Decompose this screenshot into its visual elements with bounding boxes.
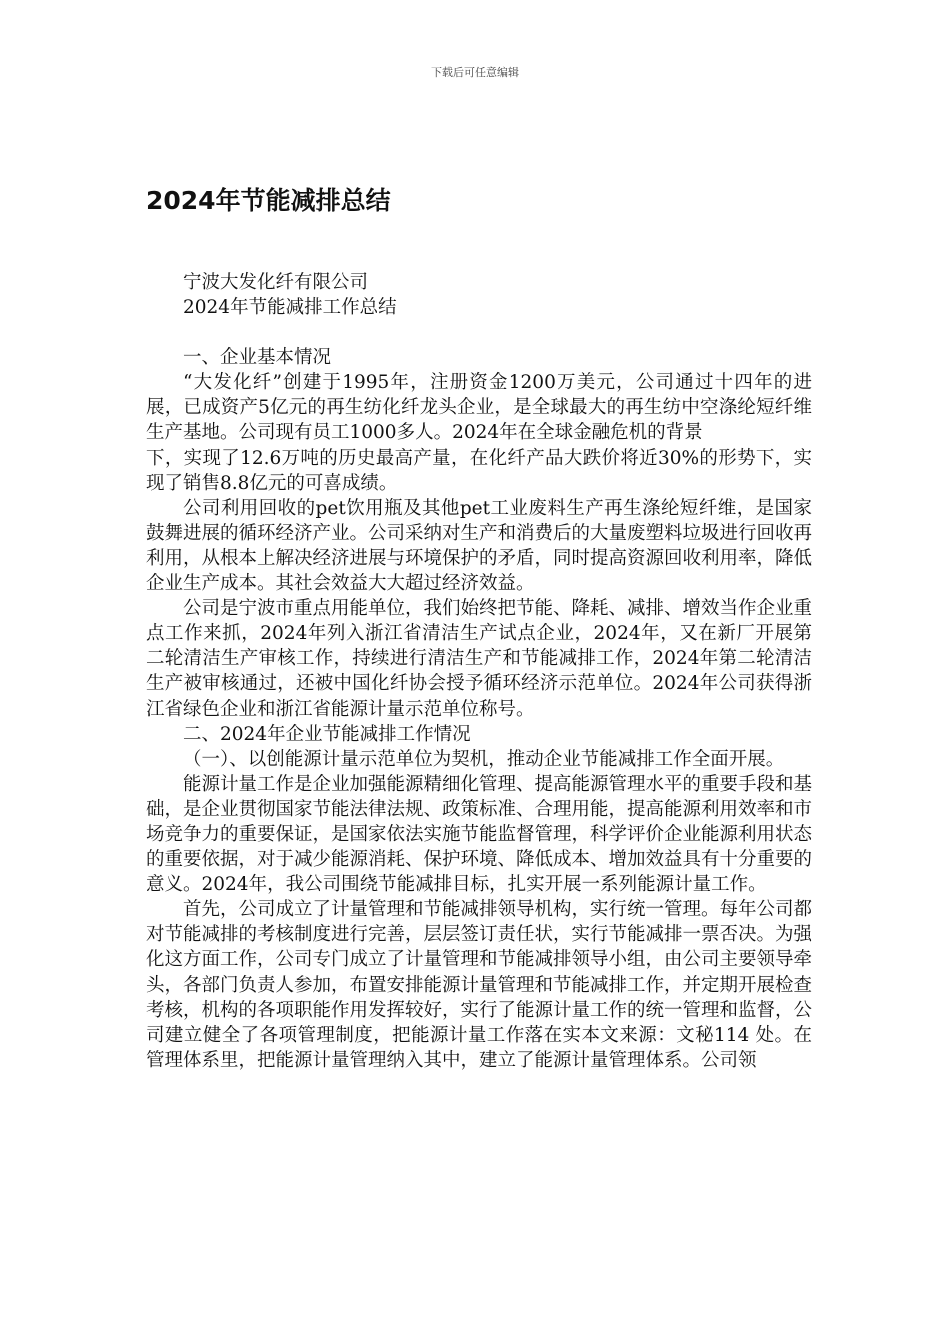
paragraph: “大发化纤”创建于1995年，注册资金1200万美元，公司通过十四年的进展，已成资产5亿元的再生纺化纤龙头企业，是全球最大的再生纺中空涤纶短纤维生产基地。公司现有员工1000多人。2024年在全球金融危机的背景	[146, 372, 812, 444]
paragraph-continuation: 下，实现了12.6万吨的历史最高产量，在化纤产品大跌价将近30%的形势下，实现了销售8.8亿元的可喜成绩。	[146, 447, 812, 494]
paragraph: 首先，公司成立了计量管理和节能减排领导机构，实行统一管理。每年公司都对节能减排的考核制度进行完善，层层签订责任状，实行节能减排一票否决。为强化这方面工作，公司专门成立了计量管理和节能减排领导小组，由公司主要领导牵头，各部门负责人参加，布置安排能源计量管理和节能减排工作，并定期开展检查考核，机构的各项职能作用发挥较好，实行了能源计量工作的统一管理和监督，公司建立健全了各项管理制度，把能源计量工作落在实本文来源：文秘114 处。在管理体系里，把能源计量管理纳入其中，建立了能源计量管理体系。公司领	[146, 899, 813, 1071]
document-body	[146, 270, 812, 1073]
paragraph: 公司利用回收的pet饮用瓶及其他pet工业废料生产再生涤纶短纤维，是国家鼓舞进展的循环经济产业。公司采纳对生产和消费后的大量废塑料垃圾进行回收再利用，从根本上解决经济进展与环境保护的矛盾，同时提高资源回收利用率，降低企业生产成本。其社会效益大大超过经济效益。	[146, 497, 813, 595]
paragraph: 能源计量工作是企业加强能源精细化管理、提高能源管理水平的重要手段和基础，是企业贯彻国家节能法律法规、政策标准、合理用能，提高能源利用效率和市场竞争力的重要保证，是国家依法实施节能监督管理，科学评价企业能源利用状态的重要依据，对于减少能源消耗、保护环境、降低成本、增加效益具有十分重要的意义。2024年，我公司围绕节能减排目标，扎实开展一系列能源计量工作。	[146, 773, 813, 896]
section-heading: 一、企业基本情况	[183, 347, 332, 369]
company-name: 宁波大发化纤有限公司	[183, 272, 369, 293]
paragraph: 公司是宁波市重点用能单位，我们始终把节能、降耗、减排、增效当作企业重点工作来抓，2024年列入浙江省清洁生产试点企业，2024年，又在新厂开展第二轮清洁生产审核工作，持续进行清洁生产和节能减排工作，2024年第二轮清洁生产被审核通过，还被中国化纤协会授予循环经济示范单位。2024年公司获得浙江省绿色企业和浙江省能源计量示范单位称号。	[146, 598, 813, 720]
document-subtitle: 2024年节能减排工作总结	[183, 297, 397, 319]
document-title: 2024年节能减排总结	[146, 186, 391, 215]
header-note: 下载后可任意编辑	[431, 66, 519, 79]
subsection-heading: （一）、以创能源计量示范单位为契机，推动企业节能减排工作全面开展。	[183, 748, 785, 770]
section-heading: 二、2024年企业节能减排工作情况	[183, 723, 471, 745]
spacer	[146, 320, 812, 345]
